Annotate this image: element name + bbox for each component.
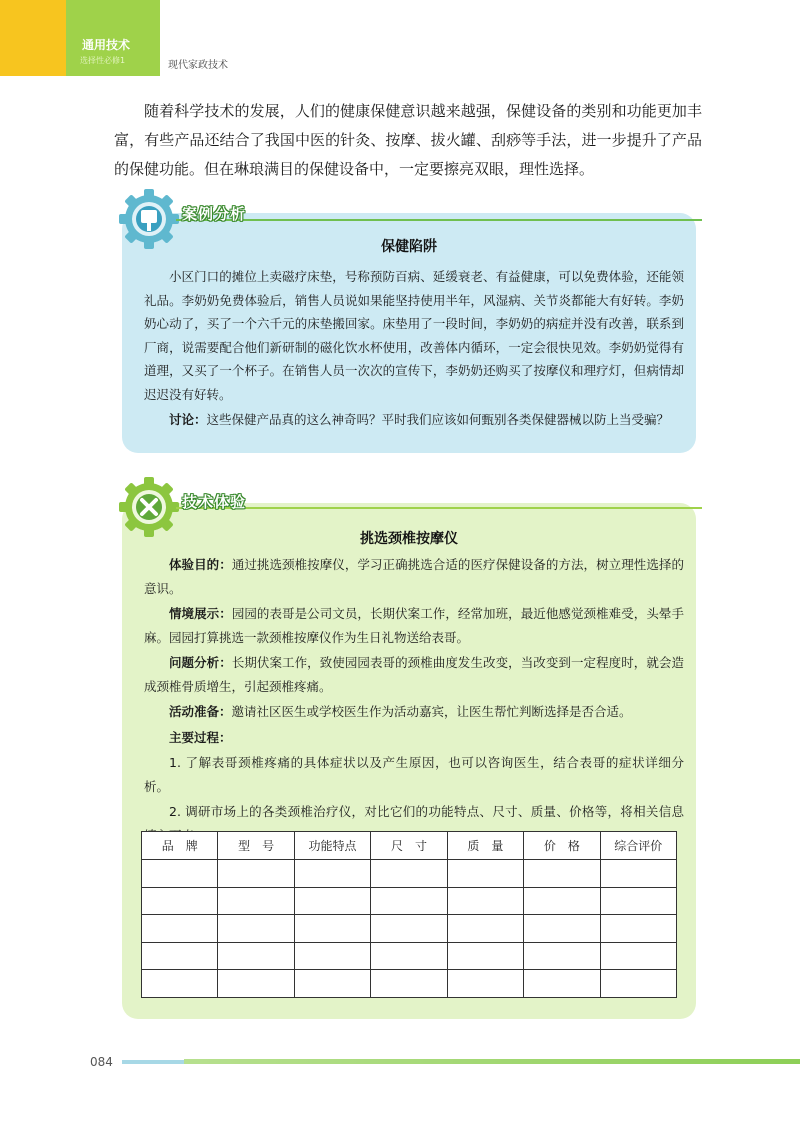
case-badge-line [176, 219, 702, 221]
page-number: 084 [90, 1055, 113, 1069]
header-price: 价 格 [524, 832, 600, 860]
table-cell [447, 942, 523, 970]
header-book-block [66, 0, 160, 76]
table-cell [371, 970, 447, 998]
table-cell [600, 942, 676, 970]
analysis-text: 长期伏案工作，致使园园表哥的颈椎曲度发生改变，当改变到一定程度时，就会造成颈椎骨质增生，引起颈椎疼痛。 [144, 655, 684, 694]
footer-bar-blue [122, 1060, 184, 1064]
analysis-label: 问题分析： [169, 655, 232, 670]
table-cell [294, 915, 370, 943]
table-cell [524, 942, 600, 970]
case-analysis-box [122, 213, 696, 453]
experience-title: 挑选颈椎按摩仪 [360, 531, 458, 547]
case-body [144, 265, 684, 434]
scenario-text: 园园的表哥是公司文员，长期伏案工作，经常加班，最近他感觉颈椎难受，头晕手麻。园园打算挑选一款颈椎按摩仪作为生日礼物送给表哥。 [144, 606, 684, 645]
table-cell [600, 860, 676, 888]
table-row [142, 860, 677, 888]
purpose-text: 通过挑选颈椎按摩仪，学习正确挑选合适的医疗保健设备的方法，树立理性选择的意识。 [144, 557, 684, 596]
table-cell [218, 860, 294, 888]
table-row [142, 887, 677, 915]
experience-gear-icon [118, 476, 180, 538]
book-subtitle: 选择性必修1 [80, 56, 126, 65]
table-cell [371, 887, 447, 915]
table-cell [294, 942, 370, 970]
intro-paragraph: 随着科学技术的发展，人们的健康保健意识越来越强，保健设备的类别和功能更加丰富，有些产品还结合了我国中医的针灸、按摩、拔火罐、刮痧等手法，进一步提升了产品的保健功能。但在琳琅满目的保健设备中，一定要擦亮双眼，理性选择。 [114, 102, 702, 178]
footer-bar-green [184, 1059, 800, 1064]
table-cell [218, 915, 294, 943]
analysis-paragraph [144, 651, 684, 698]
table-cell [524, 915, 600, 943]
prep-text: 邀请社区医生或学校医生作为活动嘉宾，让医生帮忙判断选择是否合适。 [231, 704, 632, 719]
step-1: 1. 了解表哥颈椎疼痛的具体症状以及产生原因，也可以咨询医生，结合表哥的症状详细分析。 [144, 755, 684, 794]
table-cell [447, 860, 523, 888]
experience-badge-line [176, 507, 702, 509]
table-cell [142, 942, 218, 970]
experience-badge-label: 技术体验 [182, 493, 247, 511]
prep-paragraph [144, 700, 684, 724]
chapter-title: 现代家政技术 [168, 60, 228, 71]
case-gear-icon [118, 188, 180, 250]
header-color-block [0, 0, 66, 76]
table-cell [371, 915, 447, 943]
book-title: 通用技术 [82, 38, 131, 52]
table-cell [294, 860, 370, 888]
table-header-row [142, 832, 677, 860]
table-cell [600, 915, 676, 943]
header-features: 功能特点 [294, 832, 370, 860]
table-cell [371, 860, 447, 888]
process-label: 主要过程： [169, 729, 232, 745]
table-cell [600, 970, 676, 998]
header-model: 型 号 [218, 832, 294, 860]
header-weight: 质 量 [447, 832, 523, 860]
table-cell [218, 970, 294, 998]
case-discussion [144, 408, 684, 432]
scenario-paragraph [144, 602, 684, 649]
purpose-label: 体验目的： [169, 557, 232, 572]
table-cell [218, 887, 294, 915]
case-story: 小区门口的摊位上卖磁疗床垫，号称预防百病、延缓衰老、有益健康，可以免费体验，还能领礼品。李奶奶免费体验后，销售人员说如果能坚持使用半年，风湿病、关节炎都能大有好转。李奶奶心动了，买了一个六千元的床垫搬回家。床垫用了一段时间，李奶奶的病症并没有改善，联系到厂商，说需要配合他们新研制的磁化饮水杯使用，改善体内循环，一定会很快见效。李奶奶觉得有道理，又买了一个杯子。在销售人员一次次的宣传下，李奶奶还购买了按摩仪和理疗灯，但病情却迟迟没有好转。 [144, 269, 684, 402]
table-cell [142, 887, 218, 915]
table-row [142, 915, 677, 943]
process-label-paragraph [144, 726, 684, 750]
purpose-paragraph [144, 553, 684, 600]
comparison-table [141, 831, 677, 998]
discussion-text: 这些保健产品真的这么神奇吗？平时我们应该如何甄别各类保健器械以防上当受骗？ [206, 412, 670, 427]
table-cell [294, 887, 370, 915]
prep-label: 活动准备： [169, 704, 232, 719]
table-cell [524, 970, 600, 998]
table-cell [142, 860, 218, 888]
step-2: 2. 调研市场上的各类颈椎治疗仪，对比它们的功能特点、尺寸、质量、价格等，将相关信息 [169, 804, 684, 819]
table-row [142, 970, 677, 998]
header-evaluation: 综合评价 [600, 832, 676, 860]
table-cell [447, 970, 523, 998]
table-cell [218, 942, 294, 970]
scenario-label: 情境展示： [169, 606, 232, 621]
table-cell [294, 970, 370, 998]
experience-body [144, 553, 684, 849]
table-cell [447, 887, 523, 915]
case-title: 保健陷阱 [381, 239, 437, 255]
table-cell [447, 915, 523, 943]
table-cell [142, 915, 218, 943]
table-cell [142, 970, 218, 998]
table-cell [371, 942, 447, 970]
header-brand: 品 牌 [142, 832, 218, 860]
table-cell [600, 887, 676, 915]
table-cell [524, 887, 600, 915]
table-row [142, 942, 677, 970]
discussion-label: 讨论： [169, 412, 207, 427]
case-badge-label: 案例分析 [182, 205, 247, 223]
table-cell [524, 860, 600, 888]
header-size: 尺 寸 [371, 832, 447, 860]
